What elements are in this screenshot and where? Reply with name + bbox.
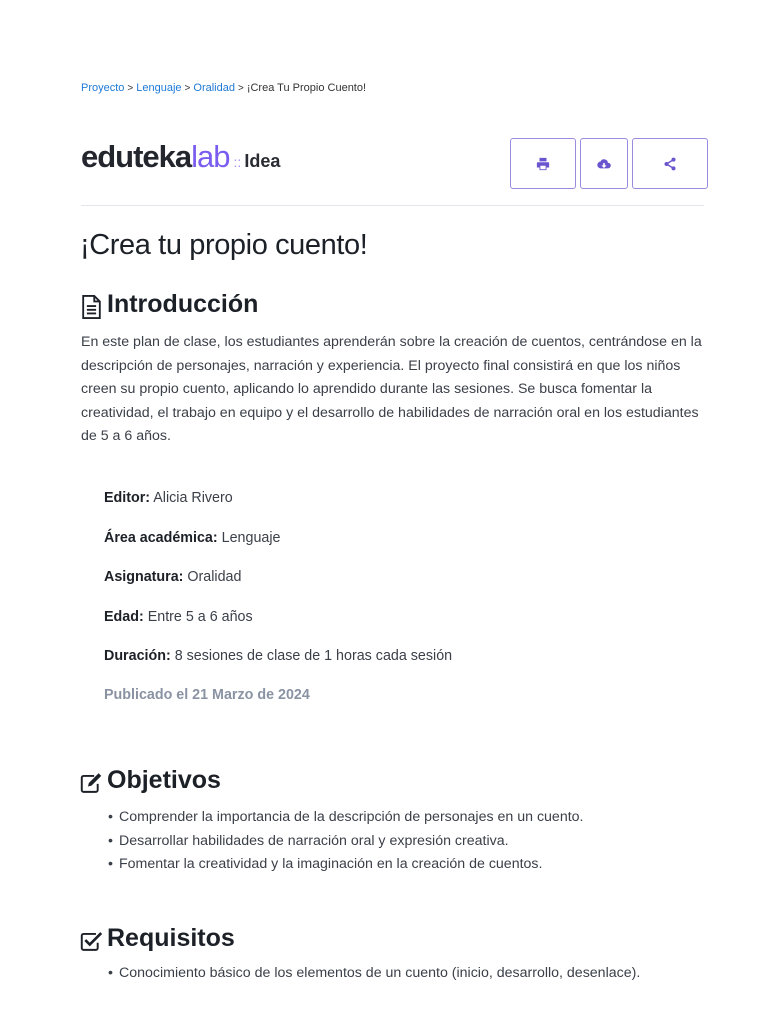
cloud-download-icon [597, 157, 611, 171]
breadcrumb-current: ¡Crea Tu Propio Cuento! [246, 82, 367, 94]
page-title: ¡Crea tu propio cuento! [80, 229, 368, 261]
meta-area [104, 530, 280, 546]
logo-text-idea: Idea [244, 151, 281, 171]
logo-text-eduteka: eduteka [81, 139, 192, 174]
list-item: • Desarrollar habilidades de narración oral y expresión creativa. [108, 830, 584, 854]
list-item: • Comprender la importancia de la descripción de personajes en un cuento. [108, 806, 584, 830]
download-button[interactable] [580, 138, 628, 189]
meta-editor-value: Alicia Rivero [153, 490, 233, 506]
list-item: • Conocimiento básico de los elementos de un cuento (inicio, desarrollo, desenlace). [108, 962, 640, 986]
print-icon [536, 157, 550, 171]
document-icon [80, 295, 103, 319]
requirements-heading: Requisitos [107, 924, 235, 952]
meta-editor [104, 490, 233, 506]
requirements-list [108, 962, 640, 986]
logo-separator: :: [233, 154, 242, 170]
action-toolbar [510, 138, 708, 189]
meta-area-value: Lenguaje [221, 530, 281, 546]
meta-age [104, 609, 253, 625]
logo-text-lab: lab [191, 139, 230, 174]
meta-age-label: Edad: [104, 609, 144, 625]
edutekalab-logo[interactable] [81, 139, 280, 179]
meta-subject [104, 569, 241, 585]
meta-duration-value: 8 sesiones de clase de 1 horas cada sesión [174, 648, 453, 664]
header-divider [81, 205, 704, 206]
breadcrumb-separator: > [184, 83, 191, 94]
objectives-section-header [80, 766, 221, 795]
breadcrumb-separator: > [237, 83, 244, 94]
share-button[interactable] [632, 138, 708, 189]
objectives-list [108, 806, 584, 877]
meta-subject-value: Oralidad [187, 569, 242, 585]
list-item: • Fomentar la creatividad y la imaginación en la creación de cuentos. [108, 853, 584, 877]
intro-heading: Introducción [107, 290, 259, 318]
meta-age-value: Entre 5 a 6 años [147, 609, 253, 625]
breadcrumb [81, 82, 366, 94]
breadcrumb-link-proyecto[interactable]: Proyecto [81, 82, 125, 94]
meta-duration [104, 648, 452, 664]
published-date: Publicado el 21 Marzo de 2024 [104, 687, 310, 703]
edit-icon [80, 771, 103, 795]
requirements-section-header [80, 924, 235, 953]
share-icon [663, 157, 677, 171]
checkbox-icon [80, 929, 103, 953]
intro-text: En este plan de clase, los estudiantes aprenderán sobre la creación de cuentos, centrándose en la descripción de personajes, narración y experiencia. El proyecto final consistirá en que los niños creen su propio cuento, aplicando lo aprendido durante las sesiones. Se busca fomentar la creatividad, el trabajo en equipo y el desarrollo de habilidades de narración oral en los estudiantes de 5 a 6 años. [81, 334, 702, 445]
breadcrumb-separator: > [127, 83, 134, 94]
breadcrumb-link-lenguaje[interactable]: Lenguaje [136, 82, 182, 94]
intro-section-header [80, 290, 258, 319]
breadcrumb-link-oralidad[interactable]: Oralidad [193, 82, 235, 94]
meta-editor-label: Editor: [104, 490, 151, 506]
meta-area-label: Área académica: [104, 530, 218, 546]
meta-duration-label: Duración: [104, 648, 171, 664]
print-button[interactable] [510, 138, 576, 189]
meta-subject-label: Asignatura: [104, 569, 184, 585]
objectives-heading: Objetivos [107, 766, 221, 794]
